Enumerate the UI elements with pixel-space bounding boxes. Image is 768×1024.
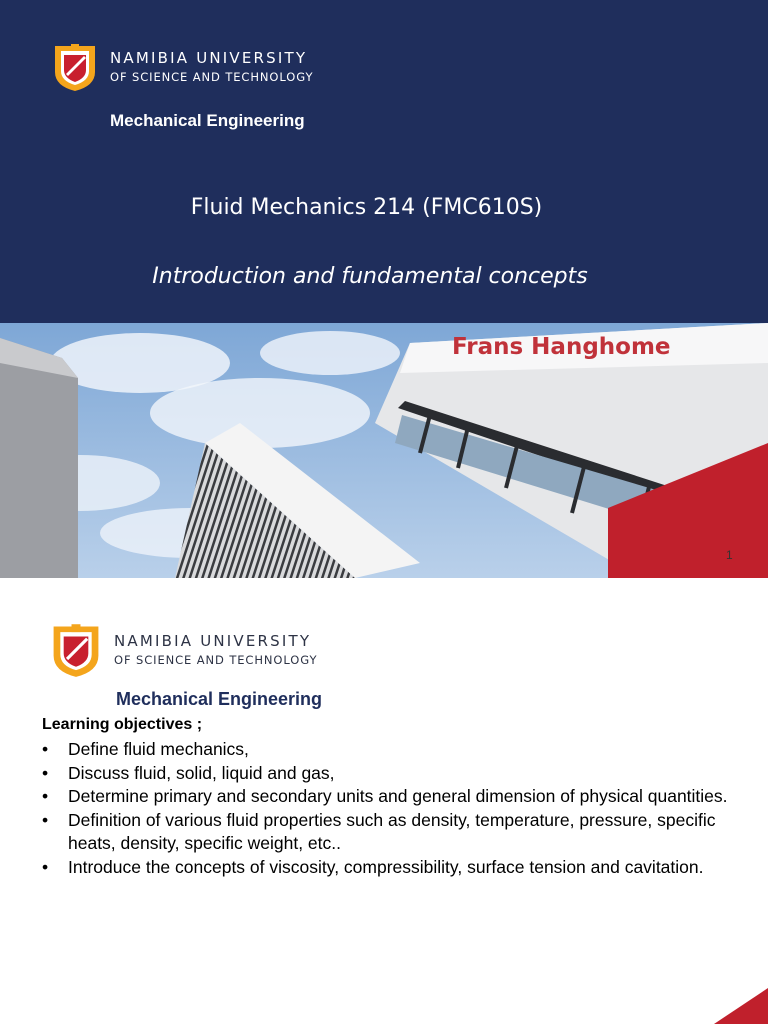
building-photo: [0, 323, 768, 578]
list-item: [42, 809, 732, 856]
red-corner-accent: [714, 988, 768, 1024]
university-logo: [50, 622, 317, 678]
bullet-icon: •: [42, 739, 49, 759]
list-item: [42, 785, 732, 809]
logo-name-line: NAMIBIA UNIVERSITY: [110, 48, 308, 67]
objective-text: Introduce the concepts of viscosity, compressibility, surface tension and cavitation.: [68, 856, 704, 877]
bullet-icon: •: [42, 856, 49, 877]
department-label: Mechanical Engineering: [110, 111, 305, 130]
author-name: Frans Hanghome: [452, 334, 671, 360]
logo-subname-line: OF SCIENCE AND TECHNOLOGY: [114, 652, 318, 667]
page-number: 1: [726, 548, 733, 562]
nust-shield-icon: [50, 622, 102, 678]
objective-text: Discuss fluid, solid, liquid and gas,: [68, 762, 335, 783]
nust-shield-icon: [52, 42, 98, 92]
objective-text: Determine primary and secondary units and general dimension of physical quantities.: [68, 786, 728, 806]
logo-subname-line: OF SCIENCE AND TECHNOLOGY: [110, 69, 314, 84]
course-title: Fluid Mechanics 214 (FMC610S): [190, 195, 543, 220]
course-subtitle: Introduction and fundamental concepts: [152, 264, 588, 289]
bullet-icon: •: [42, 786, 49, 806]
objective-text: Define fluid mechanics,: [68, 739, 249, 759]
logo-name-line: NAMIBIA UNIVERSITY: [114, 631, 312, 650]
objective-text: Definition of various fluid properties such as density, temperature, pressure, specific heats, density, specific weight, etc..: [68, 809, 716, 853]
list-item: [42, 856, 732, 880]
bullet-icon: •: [42, 809, 49, 830]
department-label: Mechanical Engineering: [116, 689, 323, 709]
list-item: [42, 762, 732, 786]
list-item: [42, 738, 732, 762]
objectives-slide: [0, 578, 768, 1024]
objectives-heading: Learning objectives ;: [42, 716, 203, 733]
university-logo: [52, 42, 313, 92]
bullet-icon: •: [42, 762, 49, 783]
objectives-list: [42, 738, 732, 879]
